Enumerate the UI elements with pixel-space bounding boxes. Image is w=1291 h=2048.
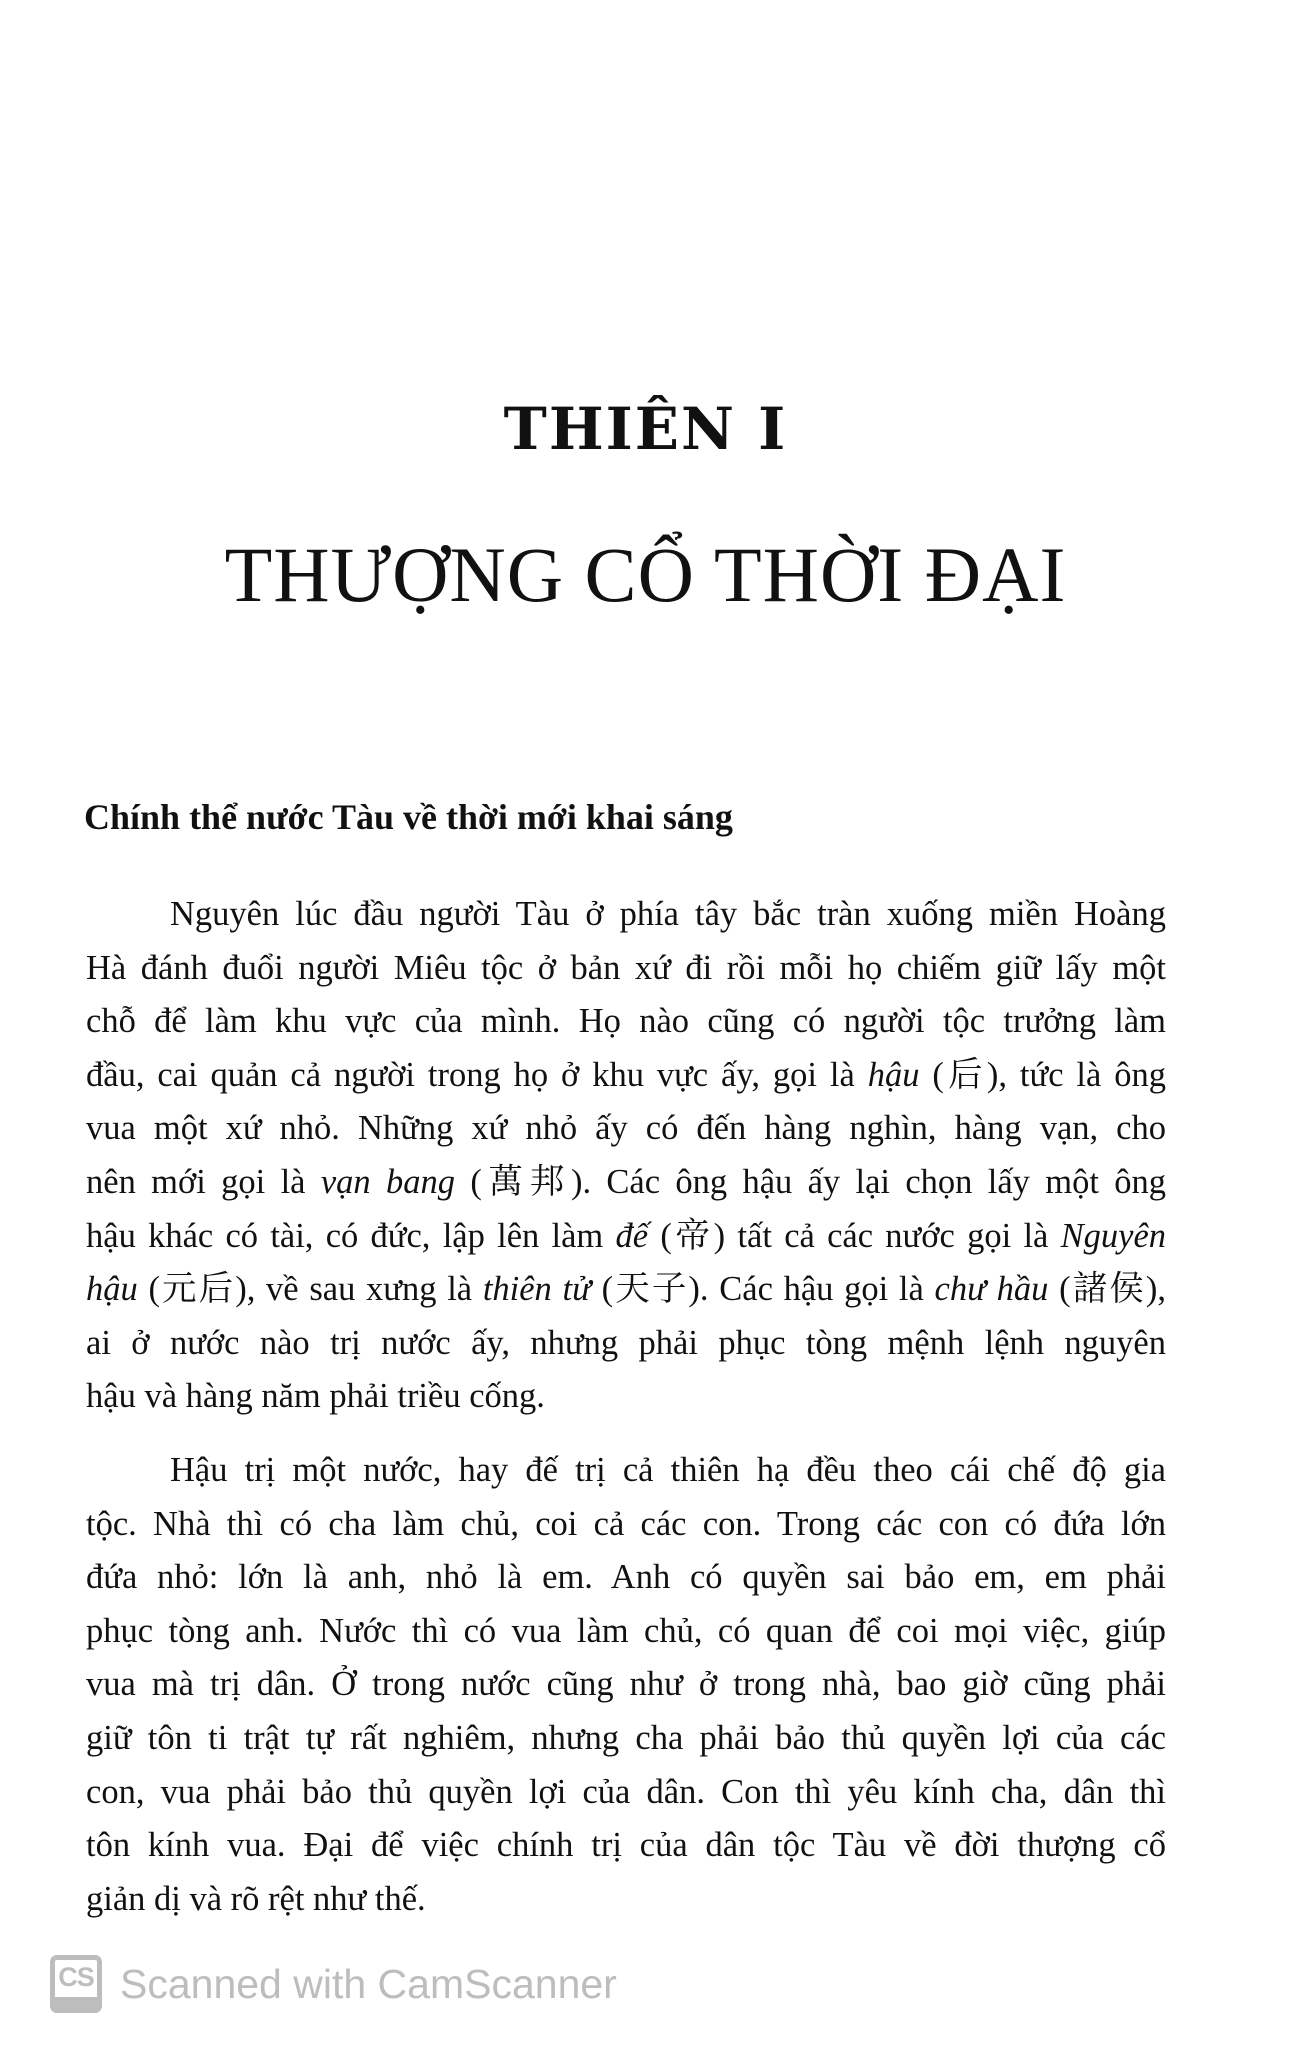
text-line: Hậu trị một nước, hay đế trị cả thiên hạ đều theo cái chế độ gia: [170, 1451, 1166, 1489]
paragraph-2: [86, 1444, 1166, 1926]
text-line: hậu khác có tài, có đức, lập lên làm đế (帝) tất cả các nước gọi là Nguyên: [86, 1216, 1167, 1255]
text-line: vua một xứ nhỏ. Những xứ nhỏ ấy có đến hàng nghìn, hàng vạn, cho: [86, 1109, 1166, 1148]
text-line: Hà đánh đuổi người Miêu tộc ở bản xứ đi rồi mỗi họ chiếm giữ lấy một: [86, 948, 1166, 987]
text-line: ai ở nước nào trị nước ấy, nhưng phải phục tòng mệnh lệnh nguyên: [86, 1323, 1166, 1362]
text-line: tộc. Nhà thì có cha làm chủ, coi cả các con. Trong các con có đứa lớn: [86, 1504, 1166, 1543]
text-line: chỗ để làm khu vực của mình. Họ nào cũng có người tộc trưởng làm: [86, 1002, 1166, 1041]
text-line: đứa nhỏ: lớn là anh, nhỏ là em. Anh có quyền sai bảo em, em phải: [86, 1558, 1166, 1597]
text-line: tôn kính vua. Đại để việc chính trị của dân tộc Tàu về đời thượng cổ: [86, 1826, 1166, 1865]
text-line: Nguyên lúc đầu người Tàu ở phía tây bắc tràn xuống miền Hoàng: [170, 895, 1166, 933]
text-line: giữ tôn ti trật tự rất nghiêm, nhưng cha phải bảo thủ quyền lợi của các: [86, 1718, 1166, 1757]
paragraph-1: [86, 888, 1166, 1424]
text-line: vua mà trị dân. Ở trong nước cũng như ở trong nhà, bao giờ cũng phải: [86, 1665, 1166, 1704]
text-line: hậu và hàng năm phải triều cống.: [86, 1377, 545, 1416]
part-label: THIÊN I: [503, 395, 788, 463]
text-line: phục tòng anh. Nước thì có vua làm chủ, có quan để coi mọi việc, giúp: [86, 1611, 1166, 1650]
text-line: nên mới gọi là vạn bang (萬邦). Các ông hậu ấy lại chọn lấy một ông: [86, 1162, 1166, 1201]
text-line: con, vua phải bảo thủ quyền lợi của dân. Con thì yêu kính cha, dân thì: [86, 1772, 1166, 1811]
watermark-text: Scanned with CamScanner: [120, 1960, 617, 2007]
section-heading: Chính thể nước Tàu về thời mới khai sáng: [84, 797, 733, 837]
text-line: giản dị và rõ rệt như thế.: [86, 1879, 426, 1918]
camscanner-logo-icon: CS: [50, 1955, 102, 2013]
camscanner-watermark: [50, 1955, 617, 2013]
chapter-title: THƯỢNG CỔ THỜI ĐẠI: [224, 531, 1067, 618]
text-line: hậu (元后), về sau xưng là thiên tử (天子). Các hậu gọi là chư hầu (諸侯),: [86, 1270, 1166, 1309]
text-line: đầu, cai quản cả người trong họ ở khu vực ấy, gọi là hậu (后), tức là ông: [86, 1055, 1166, 1094]
